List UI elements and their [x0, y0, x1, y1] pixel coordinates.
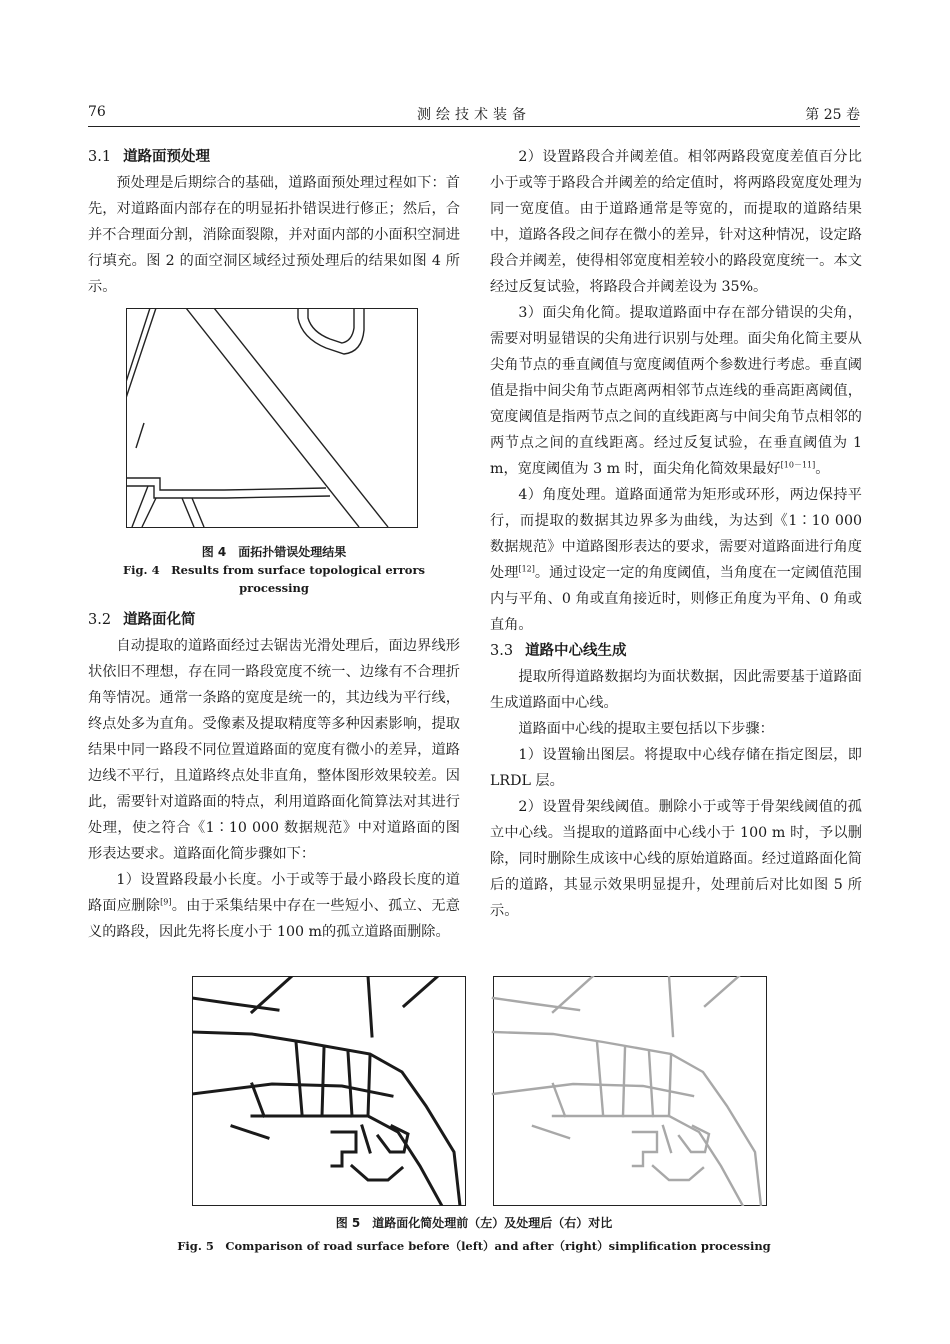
section-3-3-paragraph-1: 提取所得道路数据均为面状数据，因此需要基于道路面生成道路面中心线。: [490, 669, 862, 711]
figure-5-caption-cn: 图 5 道路面化简处理前（左）及处理后（右）对比: [335, 1216, 613, 1230]
figure-5-before-image: [192, 976, 466, 1206]
step-4-paragraph: 4）角度处理。道路面通常为矩形或环形，两边保持平行，而提取的数据其边界多为曲线，为达到《1∶10 000 数据规范》中道路图形表达的要求，需要对道路面进行角度处理[12]。通过设定一定的角度阈值，当角度在一定阈值范围内与平角、0 角或直角接近时，则修正角度为平角、0 角或直角。: [490, 487, 862, 633]
step-2-paragraph: 2）设置路段合并阈差值。相邻两路段宽度差值百分比小于或等于路段合并阈差的给定值时，将两路段宽度处理为同一宽度值。由于道路通常是等宽的，而提取的道路结果中，道路各段之间存在微小的差异，针对这种情况，设定路段合并阈差，使得相邻宽度相差较小的路段宽度统一。本文经过反复试验，将路段合并阈差设为 35%。: [490, 149, 862, 295]
figure-5-after-image: [488, 976, 772, 1206]
figure-5: [192, 976, 772, 1208]
step-3-paragraph: 3）面尖角化简。提取道路面中存在部分错误的尖角，需要对明显错误的尖角进行识别与处理。面尖角化简主要从尖角节点的垂直阈值与宽度阈值两个参数进行考虑。垂直阈值是指中间尖角节点距离两相邻节点连线的垂高距离阈值，宽度阈值是指两节点之间的直线距离与中间尖角节点相邻的两节点之间的直线距离。经过反复试验，在垂直阈值为 1 m，宽度阈值为 3 m 时，面尖角化简效果最好[10－11]。: [490, 305, 862, 477]
section-3-3-heading: 3.3 道路中心线生成: [490, 643, 627, 659]
fig5-road-line: [368, 1056, 370, 1116]
section-3-2-paragraph-1: 自动提取的道路面经过去锯齿光滑处理后，面边界线形状依旧不理想，存在同一路段宽度不统一、边缘有不合理折角等情况。通常一条路的宽度是统一的，其边线为平行线，终点处多为直角。受像素及提取精度等多种因素影响，提取结果中同一路段不同位置道路面的宽度有微小的差异，道路边线不平行，且道路终点处非直角，整体图形效果较差。因此，需要针对道路面的特点，利用道路面化简算法对其进行处理，使之符合《1∶10 000 数据规范》中对道路面的图形表达要求。道路面化简步骤如下：: [88, 638, 460, 862]
journal-title: 测绘技术装备: [417, 107, 531, 123]
right-column: [490, 144, 862, 924]
figure-4-image: [126, 308, 418, 528]
running-header: [88, 100, 860, 124]
section-3-2-heading: 3.2 道路面化简: [88, 612, 196, 628]
citation-ref: [10－11]: [780, 460, 816, 470]
header-rule: [88, 126, 860, 127]
citation-ref: [9]: [160, 897, 172, 907]
section-3-3-paragraph-3: 1）设置输出图层。将提取中心线存储在指定图层，即 LRDL 层。: [490, 747, 862, 789]
figure-4-caption-cn: 图 4 面拓扑错误处理结果: [201, 545, 347, 559]
figure-4-caption-en: Fig. 4 Results from surface topological errors processing: [122, 563, 426, 595]
section-3-2-paragraph-2: 1）设置路段最小长度。小于或等于最小路段长度的道路面应删除[9]。由于采集结果中存在一些短小、孤立、无意义的路段，因此先将长度小于 100 m的孤立道路面删除。: [88, 872, 460, 940]
section-3-1-paragraph: 预处理是后期综合的基础，道路面预处理过程如下：首先，对道路面内部存在的明显拓扑错误进行修正；然后，合并不合理面分割，消除面裂隙，并对面内部的小面积空洞进行填充。图 2 的面空洞区域经过预处理后的结果如图 4 所示。: [88, 175, 460, 295]
figure-5-caption-en: Fig. 5 Comparison of road surface before（left）and after（right）simplification processing: [177, 1239, 771, 1253]
page-number: 76: [88, 104, 106, 120]
section-3-3-paragraph-2: 道路面中心线的提取主要包括以下步骤：: [518, 721, 774, 737]
volume-label: 第 25 卷: [805, 107, 860, 123]
section-3-1-heading: 3.1 道路面预处理: [88, 149, 211, 165]
fig5-road-line: [322, 1048, 324, 1116]
section-3-3-paragraph-4: 2）设置骨架线阈值。删除小于或等于骨架线阈值的孤立中心线。当提取的道路面中心线小于 100 m 时，予以删除，同时删除生成该中心线的原始道路面。经过道路面化简后的道路，其显示效果明显提升，处理前后对比如图 5 所示。: [490, 799, 862, 919]
left-column: [88, 144, 460, 945]
citation-ref: [12]: [518, 564, 535, 574]
